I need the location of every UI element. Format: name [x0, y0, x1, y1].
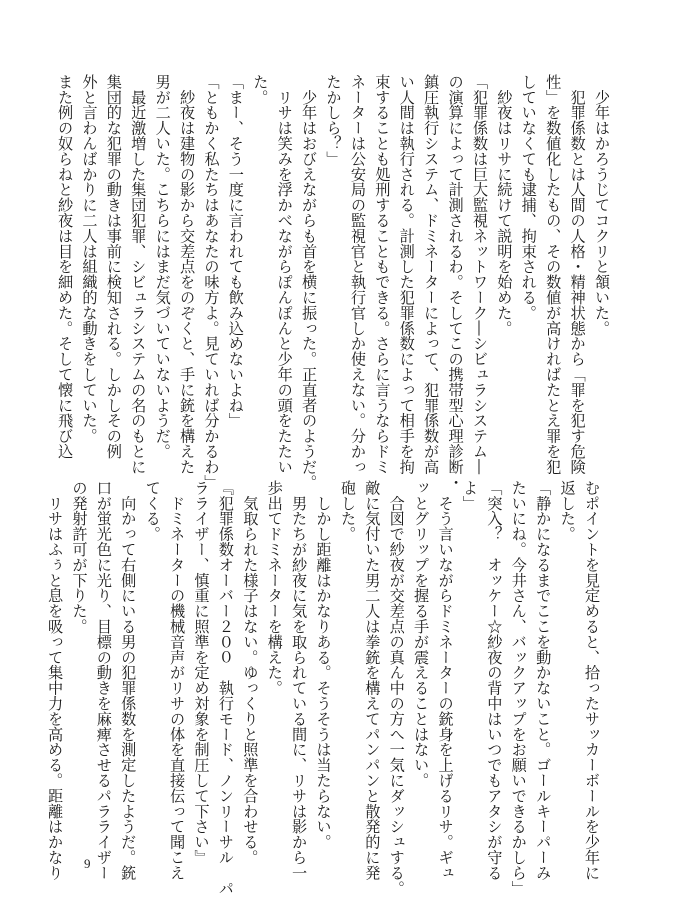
text-line: 性」を数値化したもの、その数値が高ければたとえ罪を犯 [544, 74, 563, 475]
text-line: していなくても逮捕、拘束される。 [519, 74, 538, 321]
text-line: 歩出てドミネーターを構えた。 [265, 480, 284, 696]
text-line: 少年はおびえながらも首を横に振った。正直者のようだ。 [300, 74, 319, 490]
upper-text-block [56, 74, 614, 490]
text-line: 男たちが紗夜に気を取られている間に、リサは影から一 [290, 480, 309, 881]
text-line: 紗夜はリサに続けて説明を始めた。 [495, 74, 514, 336]
text-line: むポイントを見定めると、拾ったサッカーボールを少年に [583, 480, 601, 881]
text-line: 敵に気付いた男二人は拳銃を構えてパンパンと散発的に発 [363, 480, 382, 881]
text-line: た。 [251, 74, 270, 105]
text-line: 「犯罪係数は巨大監視ネットワーク―シビュラシステム― [470, 74, 489, 475]
text-line: たいにね。今井さん、バックアップをお願いできるかしら」 [509, 480, 528, 896]
text-line: 『犯罪係数オーバー２００ 執行モード、ノンリーサル パ [216, 480, 235, 896]
text-line: また例の奴らねと紗夜は目を細めた。そして懐に飛び込 [56, 74, 75, 459]
text-line: てくる。 [143, 480, 162, 542]
text-line: 「ともかく私たちはあなたの味方よ。見ていれば分かるわ」 [202, 74, 221, 490]
text-line: 向かって右側にいる男の犯罪係数を測定したようだ。銃 [119, 480, 138, 881]
text-line: リサは笑みを浮かべながらぽんぽんと少年の頭をたたい [275, 74, 294, 475]
text-line: の演算によって計測されるわ。そしてこの携帯型心理診断・ [446, 74, 465, 490]
text-line: 鎮圧執行システム、ドミネーターによって、犯罪係数が高 [422, 74, 441, 475]
text-line: たかしら？」 [324, 74, 343, 167]
text-line: そう言いながらドミネーターの銃身を上げるリサ。ギュ [436, 480, 455, 881]
page-number: 9 [84, 856, 91, 871]
text-line: 「突入？ オッケー☆紗夜の背中はいつでもアタシが守る [485, 480, 504, 881]
text-line: ドミネーターの機械音声がリサの体を直接伝って聞こえ [168, 480, 187, 881]
text-line: 男が二人いた。こちらにはまだ気づいていないようだ。 [153, 74, 172, 459]
text-line: 口が蛍光色に光り、目標の動きを麻痺させるパラライザー [94, 480, 113, 881]
text-line: 少年はかろうじてコクリと頷いた。 [593, 74, 611, 336]
text-line: しかし距離はかなりある。そうそうは当たらない。 [314, 480, 333, 850]
text-line: 束することも処刑することもできる。さらに言うならドミ [373, 74, 392, 475]
text-line: ラライザー、慎重に照準を定め対象を制圧して下さい』 [192, 480, 211, 865]
text-line: 気取られた様子はない。ゆっくりと照準を合わせる。 [241, 480, 260, 865]
text-line: 集団的な犯罪の動きは事前に検知される。しかしその例 [104, 74, 123, 459]
text-line: ッとグリップを握る手が震えることはない。 [412, 480, 431, 788]
lower-text-block [46, 480, 604, 896]
text-line: 紗夜は建物の影から交差点をのぞくと、手に銃を構えた [178, 74, 197, 475]
text-line: 「まー、そう一度に言われても飲み込めないよね」 [226, 74, 245, 429]
text-line: 犯罪係数とは人間の人格・精神状態から「罪を犯す危険 [568, 74, 587, 475]
text-line: 「静かになるまでここを動かないこと。ゴールキーパーみ [534, 480, 553, 881]
text-line: 最近激増した集団犯罪、シビュラシステムの名のもとに [129, 74, 148, 475]
text-line: 砲した。 [338, 480, 357, 542]
text-line: ネーターは公安局の監視官と執行官しか使えない。分かっ [348, 74, 367, 475]
text-line: よ」 [460, 480, 479, 511]
text-line: 返した。 [558, 480, 577, 542]
text-line: い人間は執行される。計測した犯罪係数によって相手を拘 [397, 74, 416, 475]
text-line: の発射許可が下りた。 [70, 480, 89, 634]
text-line: 合図で紗夜が交差点の真ん中の方へ一気にダッシュする。 [387, 480, 406, 896]
text-line: 外と言わんばかりに二人は組織的な動きをしていた。 [80, 74, 99, 444]
text-line: リサはふぅと息を吸って集中力を高める。距離はかなり [46, 480, 65, 881]
